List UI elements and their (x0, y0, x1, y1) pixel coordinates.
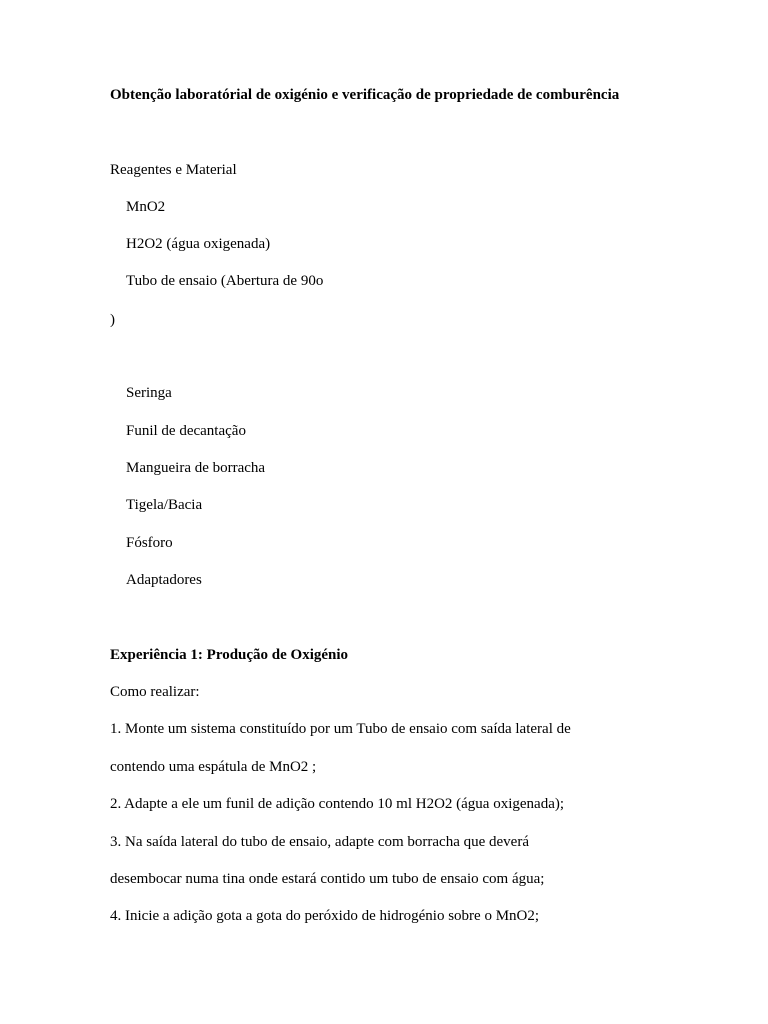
material-item-h2o2: H2O2 (água oxigenada) (126, 236, 271, 252)
step-1-line-1: 1. Monte um sistema constituído por um Tubo de ensaio com saída lateral de (110, 721, 571, 737)
material-item-adapters: Adaptadores (126, 572, 202, 588)
how-to-label: Como realizar: (110, 684, 200, 700)
material-item-test-tube: Tubo de ensaio (Abertura de 90o (126, 273, 324, 289)
material-item-funnel: Funil de decantação (126, 423, 246, 439)
material-item-hose: Mangueira de borracha (126, 460, 266, 476)
document-title: Obtenção laboratórial de oxigénio e verificação de propriedade de comburência (110, 87, 620, 103)
material-item-match: Fósforo (126, 535, 173, 551)
step-2: 2. Adapte a ele um funil de adição contendo 10 ml H2O2 (água oxigenada); (110, 796, 565, 812)
material-item-bowl: Tigela/Bacia (126, 497, 203, 513)
step-3-line-1: 3. Na saída lateral do tubo de ensaio, adapte com borracha que deverá (110, 834, 529, 850)
step-1-line-2: contendo uma espátula de MnO2 ; (110, 759, 317, 775)
materials-close-paren: ) (110, 312, 115, 328)
material-item-mno2: MnO2 (126, 199, 166, 215)
step-4: 4. Inicie a adição gota a gota do peróxido de hidrogénio sobre o MnO2; (110, 908, 540, 924)
step-3-line-2: desembocar numa tina onde estará contido um tubo de ensaio com água; (110, 871, 545, 887)
experiment-heading: Experiência 1: Produção de Oxigénio (110, 647, 349, 663)
materials-heading: Reagentes e Material (110, 162, 237, 178)
material-item-syringe: Seringa (126, 385, 172, 401)
